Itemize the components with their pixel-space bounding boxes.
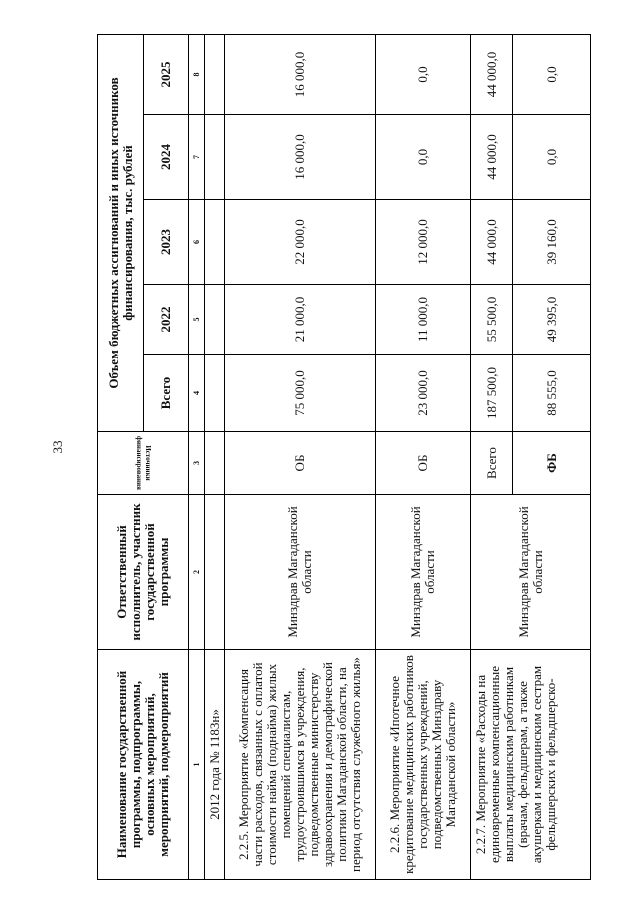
- header-source-label: Источники финансирования: [135, 436, 152, 490]
- column-number: 5: [189, 285, 205, 355]
- row-value-2024: 0,0: [513, 115, 591, 200]
- header-source: [98, 432, 189, 495]
- row-value-2023: 12 000,0: [376, 200, 471, 285]
- column-number: 3: [189, 432, 205, 495]
- table-row: [205, 34, 225, 879]
- row-value-2024: 44 000,0: [471, 115, 513, 200]
- table-row: [471, 34, 513, 879]
- row-value-2022: 21 000,0: [225, 285, 376, 355]
- row-value-2025: 0,0: [513, 34, 591, 114]
- header-year-2022: 2022: [144, 285, 189, 355]
- row-source: ОБ: [376, 432, 471, 495]
- row-value-2023: 39 160,0: [513, 200, 591, 285]
- row-total: 88 555,0: [513, 355, 591, 432]
- header-executor: Ответственный исполнитель, участник государственной программы: [98, 495, 189, 650]
- empty-cell: [205, 115, 225, 200]
- row-value-2025: 16 000,0: [225, 34, 376, 114]
- empty-cell: [205, 355, 225, 432]
- row-total: 187 500,0: [471, 355, 513, 432]
- page-number: 33: [50, 440, 65, 454]
- column-number: 8: [189, 34, 205, 114]
- table-row: [376, 34, 471, 879]
- row-source: Всего: [471, 432, 513, 495]
- row-value-2022: 49 395,0: [513, 285, 591, 355]
- column-number: 6: [189, 200, 205, 285]
- row-total: 23 000,0: [376, 355, 471, 432]
- header-name: Наименование государственной программы, подпрограммы, основных мероприятий, мероприятий, подмероприятий: [98, 650, 189, 880]
- row-executor: Минздрав Магаданской области: [471, 495, 591, 650]
- row-name: 2012 года № 1183н»: [205, 650, 225, 880]
- header-year-2023: 2023: [144, 200, 189, 285]
- row-name: 2.2.7. Мероприятие «Расходы на единовременные компенсационные выплаты медицинским работникам (врачам, фельдшерам, а также акушеркам и медицинским сестрам фельдшерских и фельдшерско-: [471, 650, 591, 880]
- empty-cell: [205, 495, 225, 650]
- header-year-2025: 2025: [144, 34, 189, 114]
- column-number: 1: [189, 650, 205, 880]
- header-total: Всего: [144, 355, 189, 432]
- budget-allocation-table: [97, 34, 591, 880]
- row-value-2024: 16 000,0: [225, 115, 376, 200]
- empty-cell: [205, 200, 225, 285]
- row-source: ОБ: [225, 432, 376, 495]
- row-total: 75 000,0: [225, 355, 376, 432]
- column-number: 4: [189, 355, 205, 432]
- row-value-2022: 11 000,0: [376, 285, 471, 355]
- row-executor: Минздрав Магаданской области: [225, 495, 376, 650]
- column-number: 2: [189, 495, 205, 650]
- column-number-row: [189, 34, 205, 879]
- table-row: [225, 34, 376, 879]
- row-value-2022: 55 500,0: [471, 285, 513, 355]
- row-name: 2.2.6. Мероприятие «Ипотечное кредитование медицинских работников государственных учреждений, подведомственных Минздраву Магаданской области»: [376, 650, 471, 880]
- empty-cell: [205, 34, 225, 114]
- empty-cell: [205, 285, 225, 355]
- row-value-2025: 0,0: [376, 34, 471, 114]
- row-value-2024: 0,0: [376, 115, 471, 200]
- header-year-2024: 2024: [144, 115, 189, 200]
- row-source: ФБ: [513, 432, 591, 495]
- row-value-2023: 22 000,0: [225, 200, 376, 285]
- header-volume: Объем бюджетных ассигнований и иных источников финансирования, тыс. рублей: [98, 34, 144, 431]
- row-value-2023: 44 000,0: [471, 200, 513, 285]
- row-name: 2.2.5. Мероприятие «Компенсация части расходов, связанных с оплатой стоимости найма (поднайма) жилых помещений специалистам, трудоустроившимся в учреждения, подведомственные министерству здравоохранения и демографической политики Магаданской области, на период отсутствия служебного жилья»: [225, 650, 376, 880]
- row-value-2025: 44 000,0: [471, 34, 513, 114]
- row-executor: Минздрав Магаданской области: [376, 495, 471, 650]
- empty-cell: [205, 432, 225, 495]
- column-number: 7: [189, 115, 205, 200]
- header-row-top: [98, 34, 144, 879]
